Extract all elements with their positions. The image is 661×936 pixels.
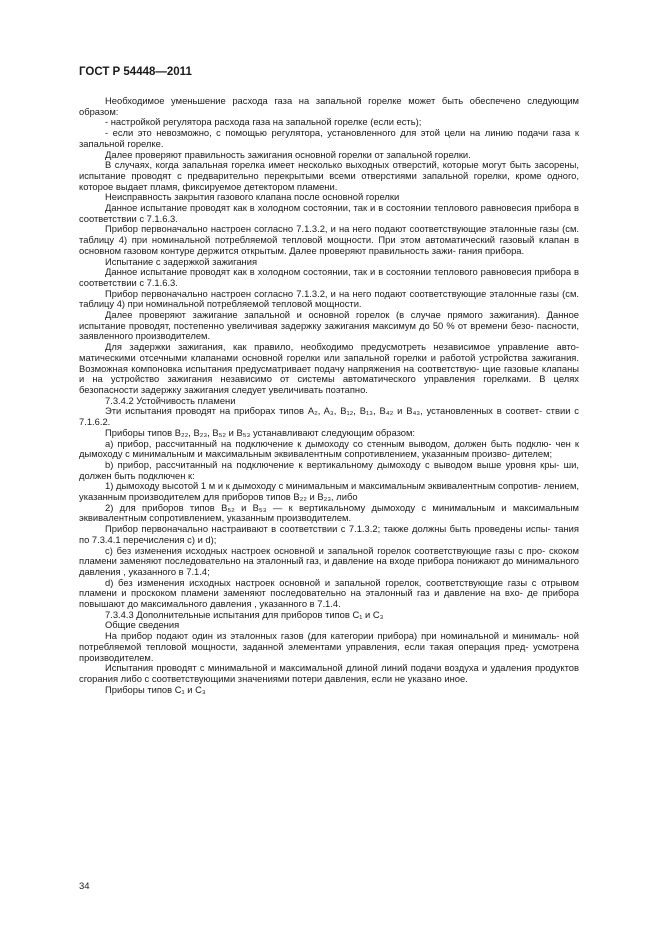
list-item: - если это невозможно, с помощью регулятора, установленного для этой цели на линию подачи газа к запальной горелке. — [79, 127, 579, 149]
page-number: 34 — [79, 881, 90, 892]
paragraph: На прибор подают один из эталонных газов (для категории прибора) при номинальной и минималь- ной потребляемой тепловой мощности, заданной элементами управления, если такая операция пред- усмотрена производителем. — [79, 630, 579, 663]
paragraph: Прибор первоначально настраивают в соответствии с 7.1.3.2; также должны быть проведены испы- тания по 7.3.4.1 перечисления c) и d); — [79, 523, 579, 545]
paragraph: Необходимое уменьшение расхода газа на запальной горелке может быть обеспечено следующим образом: — [79, 95, 579, 117]
paragraph: Данное испытание проводят как в холодном состоянии, так и в состоянии теплового равновесия прибора в соответствии с 7.1.6.3. — [79, 266, 579, 288]
list-item: - настройкой регулятора расхода газа на запальной горелке (если есть); — [105, 116, 422, 128]
section-heading: 7.3.4.2 Устойчивость пламени — [105, 394, 236, 406]
paragraph: Прибор первоначально настроен согласно 7.1.3.2, и на него подают соответствующие эталонные газы (см. таблицу 4) при номинальной потребляемой тепловой мощности. — [79, 287, 579, 310]
paragraph: Приборы типов B₂₂, B₂₃, B₅₂ и B₅₃ устанавливают следующим образом: — [105, 426, 416, 438]
section-heading: Испытание с задержкой зажигания — [105, 255, 258, 267]
paragraph: Далее проверяют правильность зажигания основной горелки от запальной горелки. — [105, 148, 471, 160]
document-header: ГОСТ Р 54448—2011 — [79, 66, 192, 78]
list-item: c) без изменения исходных настроек основной и запальной горелок соответствующие газы с про- скоком пламени заменяют последовательно на эталонный газ, и давление на входе прибора понижают до минимального давления , указанного в 7.1.4; — [79, 544, 579, 577]
paragraph: Далее проверяют зажигание запальной и основной горелок (в случае прямого зажигания). Данное испытание проводят, постепенно увеличивая задержку зажигания максимум до 50 % от времени безо- пасности, заявленного производителем. — [79, 309, 579, 342]
list-item: 1) дымоходу высотой 1 м и к дымоходу с минимальным и максимальным эквивалентным сопротив- лением, указанным производителем для приборов типов B₂₂ и B₂₃, либо — [79, 480, 579, 503]
paragraph: В случаях, когда запальная горелка имеет несколько выходных отверстий, которые могут быть засорены, испытание проводят с предварительно перекрытыми всеми отверстиями запальной горелки, кроме одного, которое выдает пламя, фиксируемое детектором пламени. — [79, 159, 579, 192]
paragraph: Испытания проводят с минимальной и максимальной длиной линий подачи воздуха и удаления продуктов сгорания либо с соответствующими значениями потери давления, если не указано иное. — [79, 662, 579, 684]
paragraph: Прибор первоначально настроен согласно 7.1.3.2, и на него подают соответствующие эталонные газы (см. таблицу 4) при номинальной потребляемой тепловой мощности. При этом автоматический газовый клапан в основном газовом контуре держится открытым. Далее проверяют правильность зажи- гания прибора. — [79, 223, 579, 256]
document-body — [79, 96, 579, 695]
list-item: b) прибор, рассчитанный на подключение к вертикальному дымоходу с выводом выше уровня кры- ши, должен быть подключен к: — [79, 458, 580, 481]
section-heading: 7.3.4.3 Дополнительные испытания для приборов типов C₁ и C₃ — [105, 608, 384, 620]
list-item: 2) для приборов типов B₅₂ и B₅₃ — к вертикальному дымоходу с минимальным и максимальным эквивалентным сопротивлением, указанным производителем. — [79, 501, 579, 524]
paragraph: Для задержки зажигания, как правило, необходимо предусмотреть независимое управление авто- матическими отсечными клапанами основной горелки или запальной горелки и работой устройства зажигания. Возможная компоновка испытания предусматривает подачу напряжения на соответствую- щие газовые клапаны и на устройство зажигания независимо от системы автоматического управления горелками. В целях безопасности задержку зажигания следует увеличивать поэтапно. — [79, 341, 579, 395]
list-item: d) без изменения исходных настроек основной и запальной горелок, соответствующие газы с отрывом пламени и проскоком пламени заменяют последовательно на эталонный газ и давление на вхо- де прибора повышают до максимального давления , указанного в 7.1.4. — [79, 576, 579, 610]
list-item: a) прибор, рассчитанный на подключение к дымоходу со стенным выводом, должен быть подклю- чен к дымоходу с минимальным и максимальным эквивалентным сопротивлением, указанным произво- дителем; — [79, 437, 579, 460]
section-heading: Общие сведения — [105, 619, 180, 631]
paragraph: Приборы типов C₁ и C₃ — [105, 683, 206, 695]
paragraph: Данное испытание проводят как в холодном состоянии, так и в состоянии теплового равновесия прибора в соответствии с 7.1.6.3. — [79, 202, 579, 224]
section-heading: Неисправность закрытия газового клапана после основной горелки — [105, 191, 400, 203]
paragraph: Эти испытания проводят на приборах типов A₂, A₃, B₁₂, B₁₃, B₄₂ и B₄₃, установленных в соответ- ствии с 7.1.6.2. — [79, 405, 579, 428]
